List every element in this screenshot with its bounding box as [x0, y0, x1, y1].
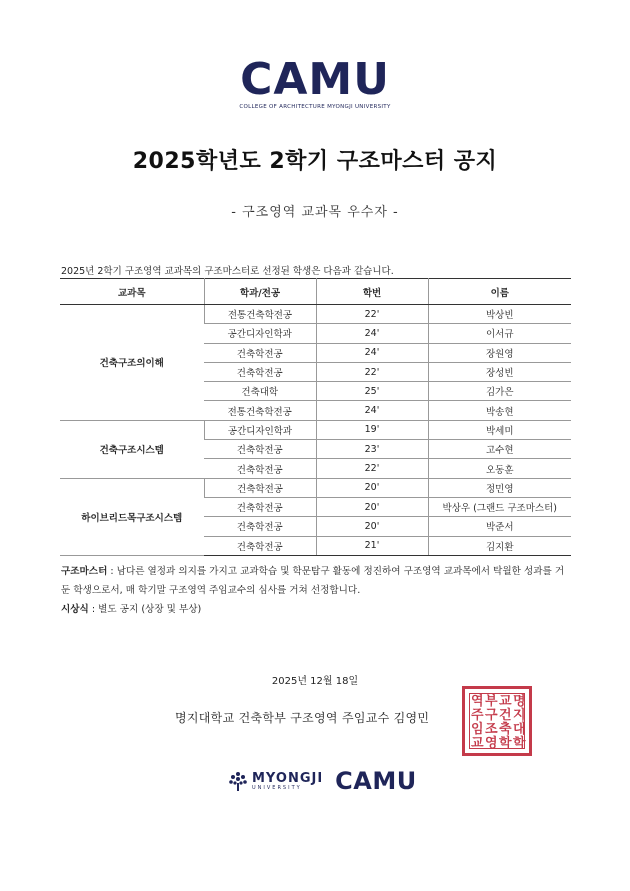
dept-cell: 공간디자인학과 — [204, 420, 316, 439]
award-label: 시상식 — [61, 604, 89, 615]
year-cell: 22' — [316, 459, 428, 478]
header-name: 이름 — [428, 279, 571, 305]
year-cell: 20' — [316, 497, 428, 516]
year-cell: 20' — [316, 517, 428, 536]
name-cell: 장원영 — [428, 343, 571, 362]
name-cell: 박상빈 — [428, 305, 571, 324]
course-cell: 건축구조시스템 — [60, 420, 204, 478]
page-title: 2025학년도 2학기 구조마스터 공지 — [132, 149, 498, 174]
seal-glyph: 학 — [513, 736, 526, 751]
official-seal — [462, 686, 532, 756]
dept-cell: 건축학전공 — [204, 459, 316, 478]
course-cell: 건축구조의이해 — [60, 305, 204, 421]
header-year: 학번 — [316, 279, 428, 305]
myongji-word: MYONGJI — [252, 770, 324, 786]
seal-glyph: 조 — [485, 722, 498, 737]
name-cell: 고수현 — [428, 440, 571, 459]
notice-date: 2025년 12월 18일 — [271, 676, 359, 687]
year-cell: 22' — [316, 362, 428, 381]
seal-glyph: 지 — [513, 708, 526, 723]
intro-text: 2025년 2학기 구조영역 교과목의 구조마스터로 선정된 학생은 다음과 같습니다. — [61, 266, 394, 277]
name-cell: 김가은 — [428, 382, 571, 401]
dept-cell: 건축학전공 — [204, 362, 316, 381]
year-cell: 23' — [316, 440, 428, 459]
notes — [61, 562, 571, 619]
award-note — [61, 600, 571, 619]
table-body — [60, 305, 571, 556]
master-text: : 남다른 열정과 의지를 가지고 교과학습 및 학문탐구 활동에 정진하여 구조영역 교과목에서 탁월한 성과를 거둔 학생으로서, 매 학기말 구조영역 주임교수의 심사를 거쳐 선정합니다. — [61, 566, 565, 596]
seal-glyph: 역 — [471, 694, 484, 709]
dept-cell: 전통건축학전공 — [204, 305, 316, 324]
header-course: 교과목 — [60, 279, 204, 305]
page-subtitle: - 구조영역 교과목 우수자 - — [231, 205, 399, 220]
seal-glyph: 명 — [513, 694, 526, 709]
myongji-sub: UNIVERSITY — [252, 784, 302, 791]
dept-cell: 건축학전공 — [204, 536, 316, 555]
name-cell: 장성빈 — [428, 362, 571, 381]
table-row — [60, 420, 571, 439]
seal-glyph: 건 — [499, 708, 512, 723]
name-cell: 정민영 — [428, 478, 571, 497]
camu-logo-word: CAMU — [240, 54, 390, 105]
table-header-row — [60, 279, 571, 305]
year-cell: 22' — [316, 305, 428, 324]
myongji-wordmark — [252, 772, 323, 791]
name-cell: 이서규 — [428, 324, 571, 343]
dept-cell: 건축학전공 — [204, 517, 316, 536]
name-cell: 박세미 — [428, 420, 571, 439]
footer-logos — [228, 768, 417, 794]
footer-camu-logo: CAMU — [335, 767, 417, 795]
dept-cell: 공간디자인학과 — [204, 324, 316, 343]
name-cell: 박송현 — [428, 401, 571, 420]
name-cell: 오동훈 — [428, 459, 571, 478]
name-cell: 김지환 — [428, 536, 571, 555]
course-cell: 하이브리드목구조시스템 — [60, 478, 204, 555]
award-text: : 별도 공지 (상장 및 부상) — [88, 604, 202, 615]
seal-glyph: 축 — [499, 722, 512, 737]
seal-glyph: 주 — [471, 708, 484, 723]
seal-glyph: 영 — [485, 736, 498, 751]
master-note — [61, 562, 571, 600]
table-row — [60, 305, 571, 324]
header-dept: 학과/전공 — [204, 279, 316, 305]
camu-logo — [0, 54, 630, 110]
name-cell: 박준서 — [428, 517, 571, 536]
master-label: 구조마스터 — [61, 566, 108, 577]
year-cell: 24' — [316, 401, 428, 420]
dept-cell: 건축학전공 — [204, 497, 316, 516]
year-cell: 25' — [316, 382, 428, 401]
table-row — [60, 478, 571, 497]
year-cell: 21' — [316, 536, 428, 555]
seal-glyph: 구 — [485, 708, 498, 723]
camu-logo-subtitle: COLLEGE OF ARCHITECTURE MYONGJI UNIVERSITY — [239, 104, 391, 110]
seal-glyph: 학 — [499, 736, 512, 751]
dept-cell: 건축학전공 — [204, 478, 316, 497]
year-cell: 19' — [316, 420, 428, 439]
seal-glyph: 교 — [471, 736, 484, 751]
myongji-tree-icon — [228, 770, 248, 792]
seal-glyph: 부 — [485, 694, 498, 709]
year-cell: 20' — [316, 478, 428, 497]
master-table — [60, 278, 571, 556]
year-cell: 24' — [316, 343, 428, 362]
year-cell: 24' — [316, 324, 428, 343]
dept-cell: 전통건축학전공 — [204, 401, 316, 420]
name-cell: 박상우 (그랜드 구조마스터) — [428, 497, 571, 516]
dept-cell: 건축대학 — [204, 382, 316, 401]
signer: 명지대학교 건축학부 구조영역 주임교수 김영민 — [175, 711, 430, 725]
dept-cell: 건축학전공 — [204, 440, 316, 459]
seal-glyph: 대 — [513, 722, 526, 737]
seal-glyph: 교 — [499, 694, 512, 709]
dept-cell: 건축학전공 — [204, 343, 316, 362]
seal-glyph: 임 — [471, 722, 484, 737]
